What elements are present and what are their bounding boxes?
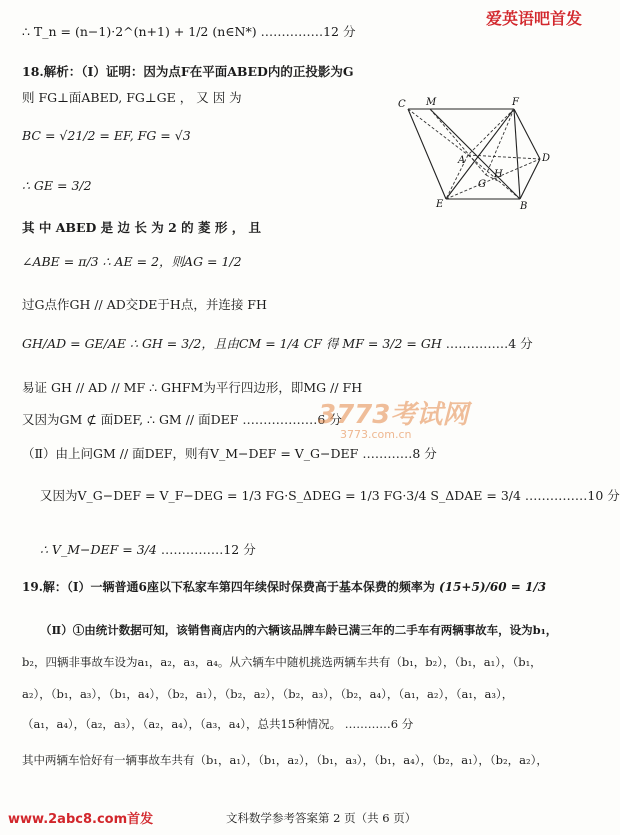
label-c: C [398, 99, 406, 110]
final-line-wrap [40, 540, 256, 558]
label-g: G [478, 179, 486, 190]
angle-line: ∠ABE = π/3 ∴ AE = 2，则AG = 1/2 [22, 254, 242, 269]
gh-line: 过G点作GH // AD交DE于H点，并连接 FH [22, 297, 267, 312]
watermark-bottom: www.2abc8.com首发 [8, 812, 154, 827]
p19-ii-3: a₂），（b₁，a₃），（b₁，a₄），（b₂，a₁），（b₂，a₂），（b₂，a₃），（b₂，a₄），（a₁，a₂），（a₁，a₃）， [22, 687, 514, 701]
p18-ii: （Ⅱ）由上问GM // 面DEF，则有V_M−DEF = V_G−DEF [22, 446, 359, 461]
para-line: 易证 GH // AD // MF ∴ GHFM为平行四边形，即MG // FH [22, 380, 363, 395]
watermark-mid-url: 3773.com.cn [340, 428, 412, 441]
p18-head: 18.解析：（Ⅰ）证明：因为点F在平面ABED内的正投影为G [22, 64, 354, 79]
vol-score: ……………10 分 [524, 488, 620, 503]
p19-head-wrap [22, 578, 546, 595]
label-a: A [458, 155, 466, 166]
edge-ce [408, 109, 446, 199]
vol-line-wrap [40, 486, 620, 504]
edge-mb [430, 109, 520, 199]
parallel-score: ………………6 分 [242, 412, 342, 427]
p19-ii-2: b₂，四辆非事故车设为a₁，a₂，a₃，a₄。从六辆车中随机挑选两辆车共有（b₁，b₂），（b₁，a₁），（b₁， [22, 655, 542, 669]
page-footer: 文科数学参考答案第 2 页（共 6 页） [226, 811, 417, 825]
ratio-score: ……………4 分 [445, 336, 533, 351]
p19-head: 19.解：（Ⅰ）一辆普通6座以下私家车第四年续保时保费高于基本保费的频率为 [22, 580, 435, 594]
p19-ii-1: （Ⅱ）①由统计数据可知，该销售商店内的六辆该品牌车龄已满三年的二手车有两辆事故车，设为b₁， [40, 623, 558, 637]
label-m: M [426, 97, 437, 108]
edge-ca [408, 109, 468, 155]
final-score: ……………12 分 [160, 542, 256, 557]
bc-line: BC = √21/2 = EF, FG = √3 [22, 128, 191, 143]
ratio-line-wrap [22, 334, 533, 352]
p18-ii-wrap [22, 444, 437, 462]
p19-ii-4-wrap [22, 716, 413, 732]
tn-formula-line [22, 22, 355, 40]
edge-fb [514, 109, 520, 199]
edge-fd [514, 109, 540, 159]
final-line: ∴ V_M−DEF = 3/4 [40, 542, 157, 557]
geometry-figure [390, 95, 560, 215]
parallel-line-wrap [22, 410, 342, 428]
p19-ii-5: 其中两辆车恰好有一辆事故车共有（b₁，a₁），（b₁，a₂），（b₁，a₃），（b₁，a₄），（b₂，a₁），（b₂，a₂）， [22, 753, 548, 767]
p18-ii-score: …………8 分 [362, 446, 437, 461]
tn-formula: ∴ T_n = (n−1)·2^(n+1) + 1/2 (n∈N*) [22, 24, 257, 39]
watermark-top: 爱英语吧首发 [486, 9, 583, 28]
edge-fg [486, 109, 514, 175]
label-f: F [512, 97, 519, 108]
label-e: E [436, 199, 444, 210]
parallel-line: 又因为GM ⊄ 面DEF, ∴ GM // 面DEF [22, 412, 239, 427]
edge-fa [468, 109, 514, 155]
ge-line: ∴ GE = 3/2 [22, 178, 92, 193]
p19-ii-4: （a₁，a₄），（a₂，a₃），（a₂，a₄），（a₃，a₄），总共15种情况。 [22, 717, 342, 731]
label-d: D [542, 153, 551, 164]
label-h: H [494, 169, 503, 180]
label-b: B [520, 201, 528, 212]
watermark-mid: 3773考试网 [318, 400, 469, 430]
p19-freq: (15+5)/60 = 1/3 [439, 580, 547, 594]
p19-ii-4-score: …………6 分 [344, 717, 414, 731]
rhombus-line: 其 中 ABED 是 边 长 为 2 的 菱 形 ， 且 [22, 220, 262, 235]
tn-score: ……………12 分 [260, 24, 356, 39]
ratio-line: GH/AD = GE/AE ∴ GH = 3/2，且由CM = 1/4 CF 得 MF = 3/2 = GH [22, 336, 442, 351]
edge-db [520, 159, 540, 199]
p18-then: 则 FG⊥面ABED, FG⊥GE ， 又 因 为 [22, 90, 242, 105]
vol-line: 又因为V_G−DEF = V_F−DEG = 1/3 FG·S_ΔDEG = 1/3 FG·3/4 S_ΔDAE = 3/4 [40, 488, 521, 503]
